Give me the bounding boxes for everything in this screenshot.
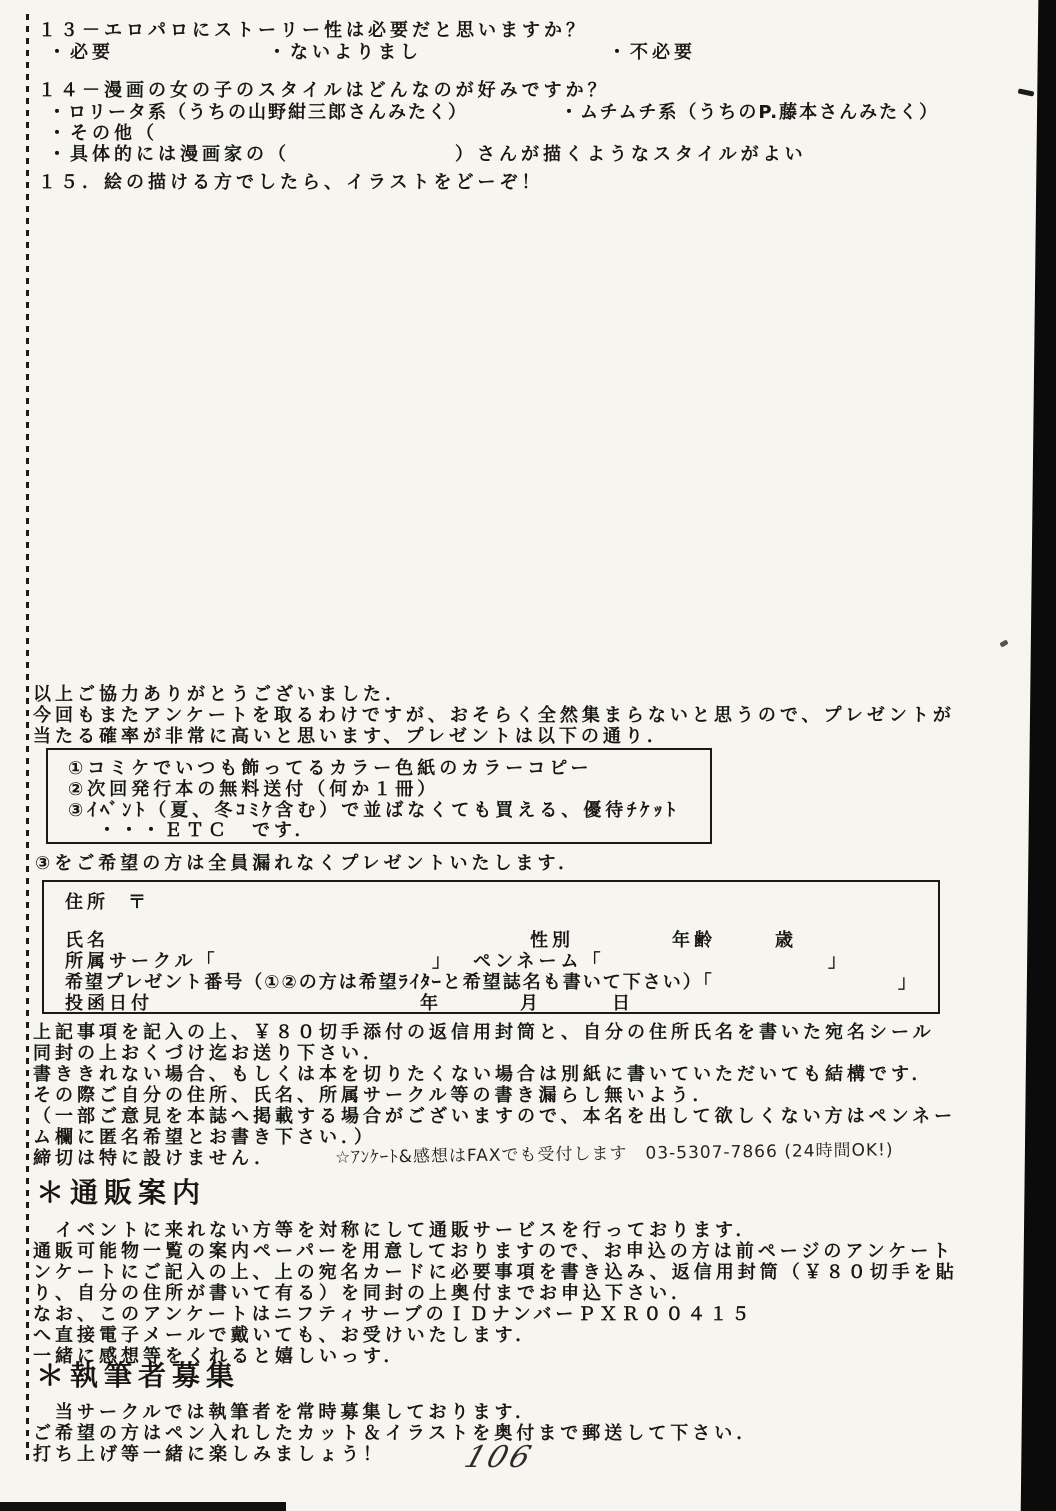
recruitment-line-3: 打ち上げ等一緒に楽しみましょう！	[33, 1444, 385, 1465]
scan-speck-2	[999, 639, 1008, 647]
form-age-label: 年齢	[672, 930, 716, 951]
thanks-line-1: 以上ご協力ありがとうございました．	[33, 684, 407, 705]
mail-order-line-5: なお、このアンケートはニフティサーブのＩＤナンバーＰＸＲ００４１５	[33, 1304, 754, 1325]
prize-note: ③をご希望の方は全員漏れなくプレゼントいたします．	[35, 853, 581, 874]
q14-option-other: ・その他（	[48, 123, 158, 144]
question-13-title: １３－エロパロにストーリー性は必要だと思いますか？	[38, 20, 588, 41]
cut-dashed-line	[26, 14, 29, 1462]
form-post-date-label: 投函日付	[65, 993, 153, 1014]
mail-order-heading: ＊通販案内	[36, 1176, 207, 1209]
form-month-label: 月	[520, 993, 542, 1014]
scan-edge-right	[1014, 0, 1056, 1511]
q14-option-muchimuchi: ・ムチムチ系（うちのP.藤本さんみたく）	[560, 102, 940, 123]
form-name-label: 氏名	[65, 930, 109, 951]
instruction-line-3: 書ききれない場合、もしくは本を切りたくない場合は別紙に書いていただいても結構です．	[33, 1064, 934, 1085]
prize-item-3: ③ｲﾍﾞﾝﾄ（夏、冬ｺﾐｹ含む）で並ばなくても買える、優待ﾁｹｯﾄ	[68, 800, 680, 821]
question-15-title: １５．絵の描ける方でしたら、イラストをどーぞ！	[38, 172, 544, 193]
q14-option-lolita: ・ロリータ系（うちの山野紺三郎さんみたく）	[48, 102, 468, 123]
q13-option-necessary: ・必要	[48, 42, 114, 63]
mail-order-line-7: 一緒に感想等をくれると嬉しいっす．	[33, 1346, 406, 1367]
prize-item-4: ・・・ＥＴＣ です．	[98, 820, 317, 841]
prize-item-2: ②次回発行本の無料送付（何か１冊）	[68, 779, 440, 800]
page-number: 106	[460, 1440, 538, 1475]
form-penname-label: ペンネーム「	[473, 951, 605, 972]
instruction-line-7: 締切は特に設けません．	[33, 1148, 277, 1169]
form-address-label: 住所	[65, 892, 109, 913]
instruction-line-6: ム欄に匿名希望とお書き下さい．）	[33, 1127, 376, 1148]
recruitment-line-2: ご希望の方はペン入れしたカット＆イラストを奥付まで郵送して下さい．	[33, 1423, 759, 1444]
q13-option-unnecessary: ・不必要	[608, 42, 696, 63]
entry-form-box	[42, 880, 940, 1014]
thanks-line-3: 当たる確率が非常に高いと思います、プレゼントは以下の通り．	[33, 726, 669, 747]
form-prize-number-label: 希望プレゼント番号（①②の方は希望ﾗｲﾀｰと希望誌名も書いて下さい）「	[65, 972, 714, 993]
mail-order-line-6: へ直接電子メールで戴いても、お受けいたします．	[33, 1325, 538, 1346]
question-14-title: １４－漫画の女の子のスタイルはどんなのが好みですか？	[38, 80, 610, 101]
scan-edge-bottom-bar	[0, 1502, 286, 1511]
form-year-label: 年	[420, 993, 442, 1014]
q14-option-specific-artist: ・具体的には漫画家の（	[48, 144, 290, 165]
recruitment-heading: ＊執筆者募集	[36, 1359, 241, 1392]
form-prize-number-close-bracket: 」	[898, 972, 920, 993]
q14-option-specific-artist-close: ）さんが描くようなスタイルがよい	[455, 144, 807, 165]
mail-order-line-2: 通販可能物一覧の案内ペーパーを用意しておりますので、お申込の方は前ページのアンケート	[33, 1241, 955, 1262]
mail-order-line-3: ンケートにご記入の上、上の宛名カードに必要事項を書き込み、返信用封筒（￥８０切手を貼	[33, 1262, 958, 1283]
mail-order-line-4: り、自分の住所が書いて有る）を同封の上奥付までお申込下さい．	[33, 1283, 693, 1304]
form-age-unit: 歳	[775, 930, 797, 951]
fax-note-handwritten: ☆ｱﾝｹｰﾄ&感想はFAXでも受付します 03-5307-7866 (24時間OK!)	[334, 1140, 894, 1168]
form-postal-mark: 〒	[128, 892, 150, 913]
instruction-line-2: 同封の上おくづけ迄お送り下さい．	[33, 1043, 385, 1064]
form-gender-label: 性別	[530, 930, 574, 951]
instruction-line-1: 上記事項を記入の上、￥８０切手添付の返信用封筒と、自分の住所氏名を書いた宛名シール	[33, 1022, 935, 1043]
form-circle-close-bracket: 」	[432, 951, 454, 972]
mail-order-line-1: イベントに来れない方等を対称にして通販サービスを行っております．	[33, 1220, 758, 1241]
q13-option-better-than-nothing: ・ないよりまし	[268, 42, 422, 63]
prize-item-1: ①コミケでいつも飾ってるカラー色紙のカラーコピー	[68, 758, 593, 779]
instruction-line-4: その際ご自分の住所、氏名、所属サークル等の書き漏らし無いよう．	[33, 1085, 715, 1106]
instruction-line-5: （一部ご意見を本誌へ掲載する場合がございますので、本名を出して欲しくない方はペンネー	[33, 1106, 957, 1127]
scan-speck-1	[1018, 88, 1035, 96]
thanks-line-2: 今回もまたアンケートを取るわけですが、おそらく全然集まらないと思うので、プレゼントが	[33, 705, 955, 726]
form-penname-close-bracket: 」	[828, 951, 850, 972]
form-circle-label: 所属サークル「	[65, 951, 219, 972]
form-day-label: 日	[612, 993, 634, 1014]
recruitment-line-1: 当サークルでは執筆者を常時募集しております．	[33, 1402, 538, 1423]
